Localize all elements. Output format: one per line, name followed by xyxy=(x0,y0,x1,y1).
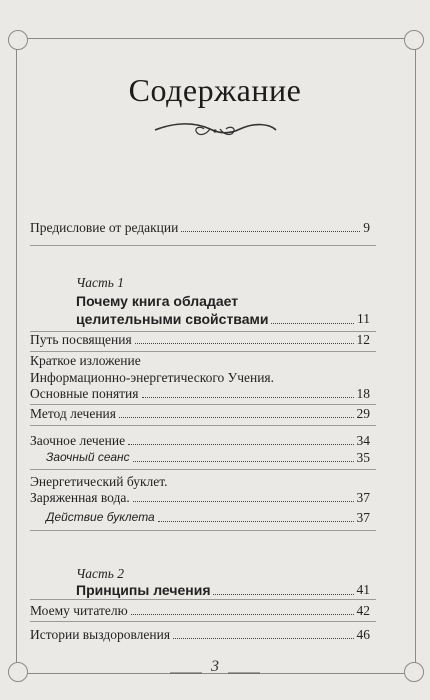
toc-entry-page: 46 xyxy=(356,627,370,642)
part-label: Часть 1 xyxy=(76,275,125,290)
toc-entry-page: 18 xyxy=(356,386,370,401)
bottom-ornament-icon xyxy=(170,668,260,678)
toc-entry-path[interactable] xyxy=(30,331,370,348)
divider xyxy=(30,425,376,426)
divider xyxy=(30,245,376,246)
toc-entry-booklet-action[interactable] xyxy=(46,509,370,526)
leader-dots xyxy=(271,322,354,324)
toc-entry-label: Метод лечения xyxy=(30,406,116,421)
part-title-line: Почему книга обладает xyxy=(76,293,239,309)
leader-dots xyxy=(181,230,360,232)
corner-ornament xyxy=(8,30,28,50)
toc-entry-reader[interactable] xyxy=(30,602,370,619)
toc-entry-page: 37 xyxy=(356,490,370,505)
toc-entry-page: 42 xyxy=(356,603,370,618)
toc-entry-preface[interactable] xyxy=(30,219,370,236)
toc-entry-label: Энергетический буклет. xyxy=(30,474,168,489)
divider xyxy=(30,621,376,622)
toc-entry-label: Действие буклета xyxy=(46,510,155,524)
leader-dots xyxy=(133,460,354,462)
toc-entry-label: Заряженная вода. xyxy=(30,490,130,505)
leader-dots xyxy=(119,416,354,418)
page-number: 3 xyxy=(211,658,219,675)
leader-dots xyxy=(131,613,354,615)
leader-dots xyxy=(133,500,354,502)
part-label: Часть 2 xyxy=(76,566,125,581)
flourish-ornament xyxy=(150,118,280,140)
toc-entry-page: 9 xyxy=(363,220,370,235)
toc-entry-label: Основные понятия xyxy=(30,386,139,401)
toc-entry-booklet[interactable] xyxy=(30,489,370,506)
toc-entry-part1[interactable] xyxy=(76,292,370,328)
toc-entry-page: 35 xyxy=(356,450,370,465)
leader-dots xyxy=(135,342,354,344)
toc-entry-remote[interactable] xyxy=(30,432,370,449)
divider xyxy=(30,530,376,531)
toc-entry-stories[interactable] xyxy=(30,626,370,643)
leader-dots xyxy=(173,637,353,639)
toc-entry-label: Предисловие от редакции xyxy=(30,220,179,235)
toc-entry-label: Моему читателю xyxy=(30,603,128,618)
toc-entry-summary[interactable] xyxy=(30,385,370,402)
corner-ornament xyxy=(404,30,424,50)
leader-dots xyxy=(213,593,353,595)
toc-entry-page: 11 xyxy=(357,311,370,326)
divider xyxy=(30,599,376,600)
toc-entry-part2[interactable] xyxy=(76,581,370,599)
toc-entry-label: Истории выздоровления xyxy=(30,627,171,642)
toc-entry-session[interactable] xyxy=(46,449,370,466)
toc-entry-label: Путь посвящения xyxy=(30,332,132,347)
toc-entry-page: 34 xyxy=(356,433,370,448)
leader-dots xyxy=(128,443,353,445)
toc-entry-method[interactable] xyxy=(30,405,370,422)
toc-entry-page: 37 xyxy=(356,510,370,525)
leader-dots xyxy=(142,396,354,398)
toc-entry-page: 12 xyxy=(356,332,370,347)
part-title-line: целительными свойствами xyxy=(76,311,269,327)
toc-entry-label: Информационно-энергетического Учения. xyxy=(30,370,275,385)
page-title: Содержание xyxy=(128,72,302,108)
leader-dots xyxy=(158,520,354,522)
toc-entry-label: Краткое изложение xyxy=(30,353,141,368)
toc-entry-label: Заочное лечение xyxy=(30,433,126,448)
toc-entry-page: 41 xyxy=(356,582,370,597)
toc-entry-label: Заочный сеанс xyxy=(46,450,130,464)
part-title-line: Принципы лечения xyxy=(76,582,211,598)
divider xyxy=(30,469,376,470)
toc-entry-page: 29 xyxy=(356,406,370,421)
